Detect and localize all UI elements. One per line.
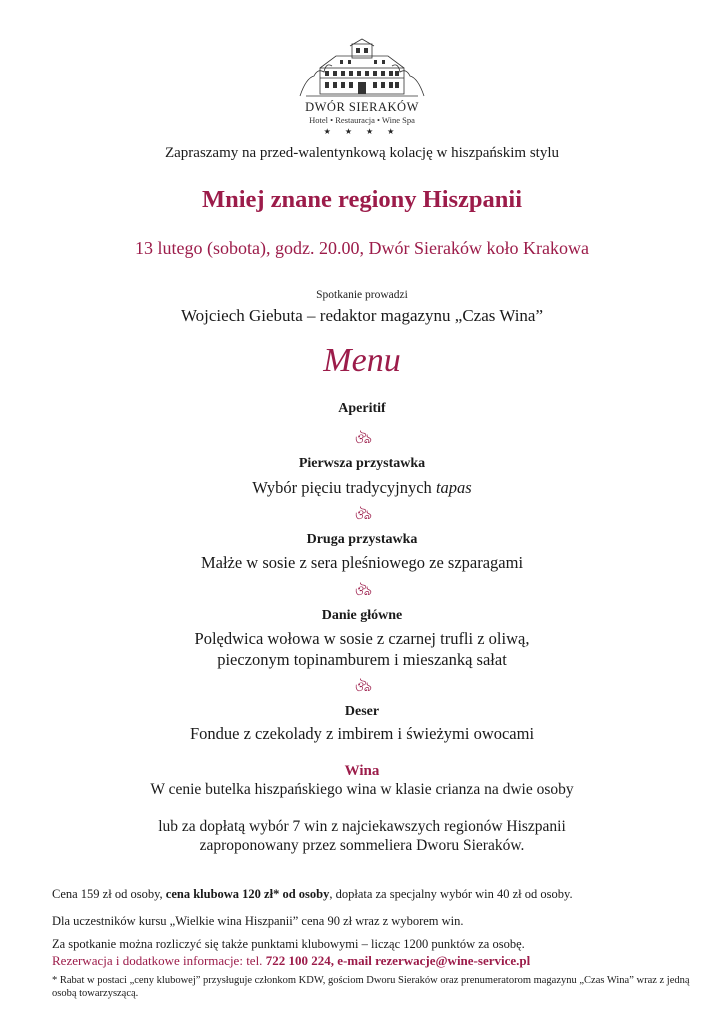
course-second-starter: Druga przystawka: [306, 532, 418, 547]
manor-house-illustration: [296, 38, 428, 98]
logo-name: DWÓR SIERAKÓW: [305, 100, 419, 114]
host-name: Wojciech Giebuta – redaktor magazynu „Czas Wina”: [180, 306, 544, 325]
dish-second-starter: Małże w sosie z sera pleśniowego ze szparagami: [200, 553, 524, 572]
email-link[interactable]: rezerwacje@wine-service.pl: [375, 953, 531, 968]
host-label: Spotkanie prowadzi: [316, 289, 408, 301]
wines-line3-text: zaproponowany przez sommeliera Dworu Sieraków.: [199, 837, 525, 854]
course-first-starter: Pierwsza przystawka: [298, 456, 426, 471]
wines-label: Wina: [344, 763, 380, 779]
footnote: * Rabat w postaci „ceny klubowej” przysługuje członkom KDW, gościom Dworu Sieraków oraz prenumeratorom magazynu „Czas Wina” wraz z jedną osobą towarzyszącą.: [52, 975, 690, 999]
points-info: Za spotkanie można rozliczyć się także punktami klubowymi – licząc 1200 punktów za osobę.: [52, 937, 525, 951]
price-start: Cena 159 zł od osoby,: [52, 887, 166, 901]
ornament-divider: ঔঌ: [353, 507, 371, 522]
dish-first-starter-text: Wybór pięciu tradycyjnych: [252, 478, 436, 497]
price-end: , dopłata za specjalny wybór win 40 zł od osoby.: [329, 887, 573, 901]
club-price: cena klubowa 120 zł* od osoby: [165, 887, 330, 901]
course-main: Danie główne: [321, 608, 403, 623]
event-title: Mniej znane regiony Hiszpanii: [201, 186, 523, 213]
event-dateline: 13 lutego (sobota), godz. 20.00, Dwór Sieraków koło Krakowa: [135, 238, 589, 258]
ornament-divider: ঔঌ: [353, 583, 371, 598]
reservation-label: Rezerwacja i dodatkowe informacje: tel.: [52, 953, 266, 968]
dish-first-starter-italic: tapas: [435, 478, 472, 497]
price-info: [52, 887, 692, 902]
wines-line2: [0, 817, 724, 855]
reservation-info: [52, 953, 692, 969]
email-label: , e-mail: [330, 953, 376, 968]
phone-link[interactable]: 722 100 224: [265, 953, 331, 968]
logo-stars: ★ ★ ★ ★: [323, 127, 401, 136]
wines-line2-text: lub za dopłatą wybór 7 win z najciekawszych regionów Hiszpanii: [158, 818, 566, 835]
course-aperitif: Aperitif: [338, 401, 386, 416]
course-dessert: Deser: [344, 704, 380, 719]
dish-main-line2: pieczonym topinamburem i mieszanką sałat: [217, 650, 507, 669]
intro-text: Zapraszamy na przed-walentynkową kolację w hiszpańskim stylu: [164, 145, 560, 161]
dish-main-line1: Polędwica wołowa w sosie z czarnej trufli z oliwą,: [194, 629, 530, 648]
ornament-divider: ঔঌ: [353, 679, 371, 694]
menu-title: Menu: [323, 342, 401, 379]
dish-dessert: Fondue z czekolady z imbirem i świeżymi owocami: [189, 724, 535, 743]
course-participants-info: Dla uczestników kursu „Wielkie wina Hiszpanii” cena 90 zł wraz z wyborem win.: [52, 914, 464, 928]
dish-first-starter: [0, 477, 724, 498]
logo: [0, 38, 724, 136]
ornament-divider: ঔঌ: [353, 431, 371, 446]
logo-subtitle: Hotel • Restauracja • Wine Spa: [309, 115, 415, 125]
wines-line1: W cenie butelka hiszpańskiego wina w klasie crianza na dwie osoby: [150, 781, 574, 798]
